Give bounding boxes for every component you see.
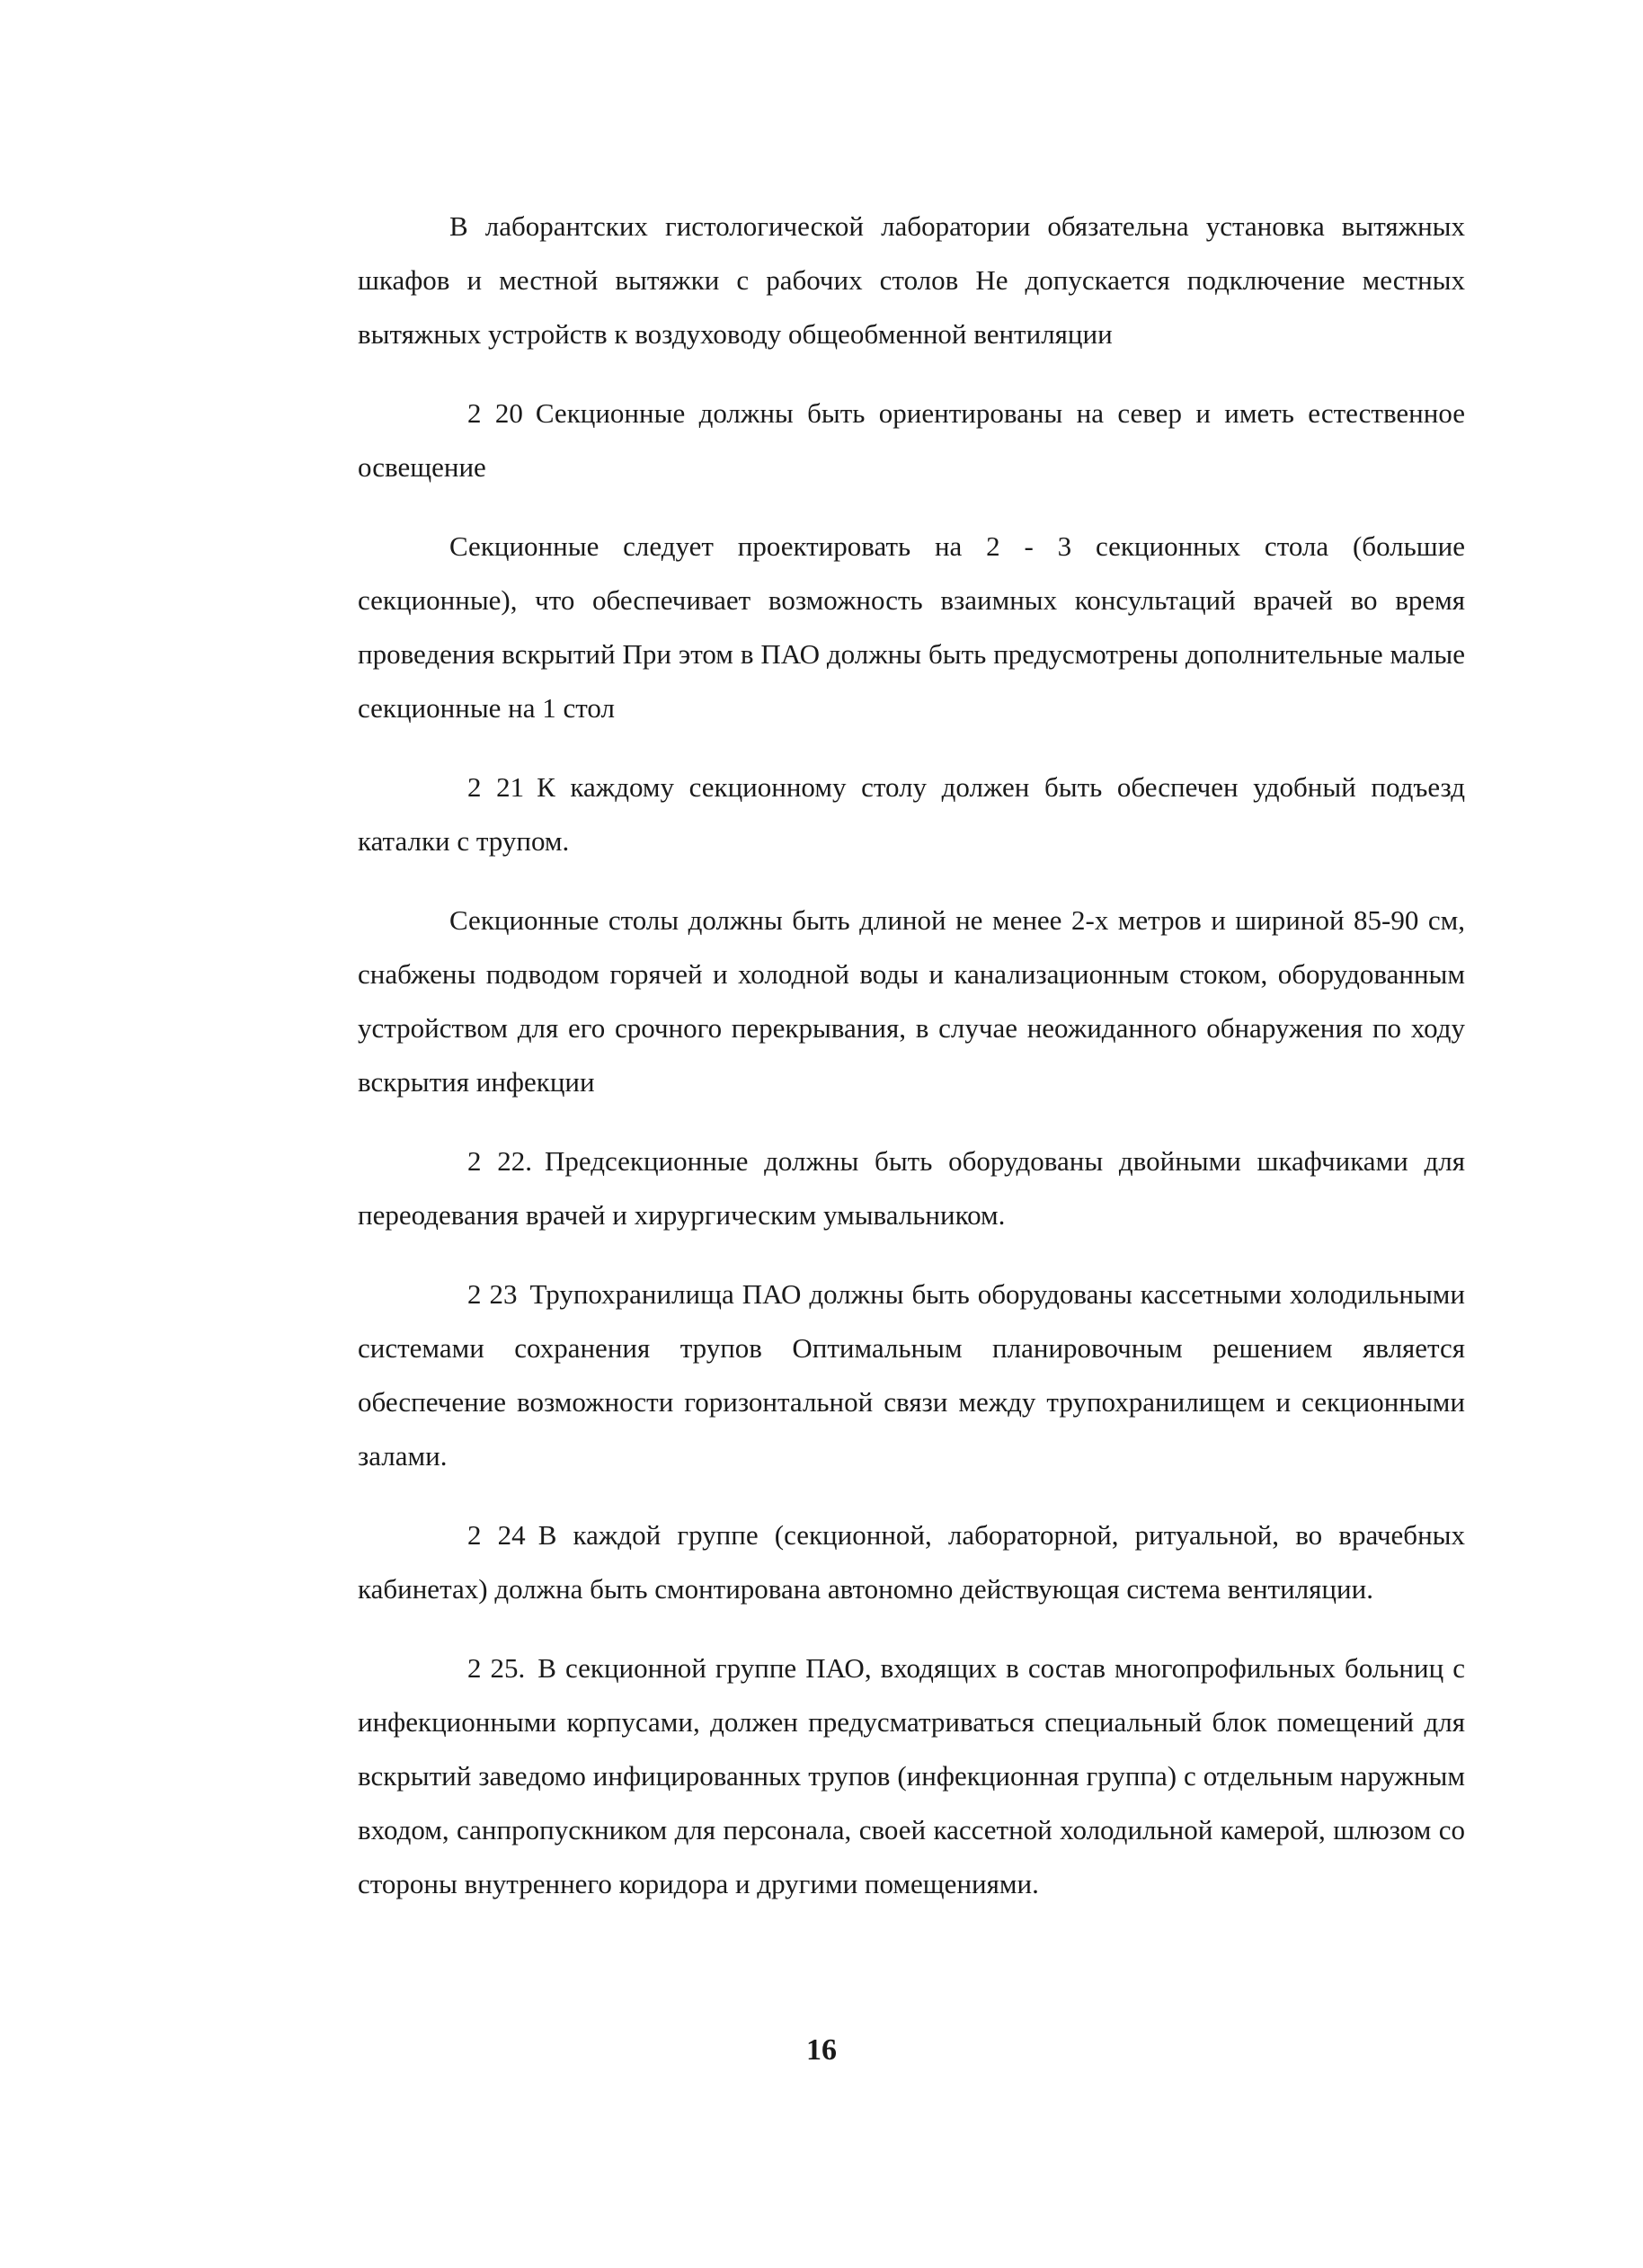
clause-2-20	[358, 387, 1465, 494]
page-number: 16	[806, 2033, 837, 2067]
clause-number: 2 22.	[467, 1145, 532, 1177]
clause-2-23	[358, 1267, 1465, 1483]
clause-text: Предсекционные должны быть оборудованы двойными шкафчиками для переодевания врачей и хирургическим умывальником.	[358, 1145, 1466, 1231]
clause-text: Трупохранилища ПАО должны быть оборудованы кассетными холодильными системами сохранения трупов Оптимальным планировочным решением является обеспечение возможности горизонтальной связи между трупохранилищем и секционными залами.	[358, 1278, 1465, 1472]
clause-2-21	[358, 760, 1465, 868]
clause-text: В каждой группе (секционной, лабораторной, ритуальной, во врачебных кабинетах) должна быть смонтирована автономно действующая система вентиляции.	[358, 1519, 1466, 1605]
clause-2-25	[358, 1641, 1465, 1911]
clause-number: 2 20	[467, 397, 523, 429]
paragraph-text: В лаборантских гистологической лаборатории обязательна установка вытяжных шкафов и местной вытяжки с рабочих столов Не допускается подключение местных вытяжных устройств к воздуховоду общеобменной вентиляции	[358, 210, 1465, 350]
paragraph-section-tables	[358, 520, 1465, 735]
clause-text: В секционной группе ПАО, входящих в состав многопрофильных больниц с инфекционными корпусами, должен предусматриваться специальный блок помещений для вскрытий заведомо инфицированных трупов (инфекционная группа) с отдельным наружным входом, санпропускником для персонала, своей кассетной холодильной камерой, шлюзом со стороны внутреннего коридора и другими помещениями.	[358, 1652, 1465, 1899]
clause-number: 2 23	[467, 1278, 518, 1310]
paragraph-text: Секционные столы должны быть длиной не менее 2-х метров и шириной 85-90 см, снабжены подводом горячей и холодной воды и канализационным стоком, оборудованным устройством для его срочного перекрывания, в случае неожиданного обнаружения по ходу вскрытия инфекции	[358, 904, 1465, 1098]
paragraph-table-specs	[358, 894, 1465, 1109]
clause-number: 2 21	[467, 771, 525, 803]
clause-2-22	[358, 1134, 1465, 1242]
clause-2-24	[358, 1508, 1465, 1616]
clause-number: 2 24	[467, 1519, 526, 1551]
clause-number: 2 25.	[467, 1652, 526, 1684]
paragraph-text: Секционные следует проектировать на 2 - 3 секционных стола (большие секционные), что обеспечивает возможность взаимных консультаций врачей во время проведения вскрытий При этом в ПАО должны быть предусмотрены дополнительные малые секционные на 1 стол	[358, 530, 1465, 724]
clause-text: Секционные должны быть ориентированы на север и иметь естественное освещение	[358, 397, 1466, 483]
document-page	[358, 200, 1465, 1936]
paragraph-lab-ventilation	[358, 200, 1465, 361]
clause-text: К каждому секционному столу должен быть обеспечен удобный подъезд каталки с трупом.	[358, 771, 1465, 857]
